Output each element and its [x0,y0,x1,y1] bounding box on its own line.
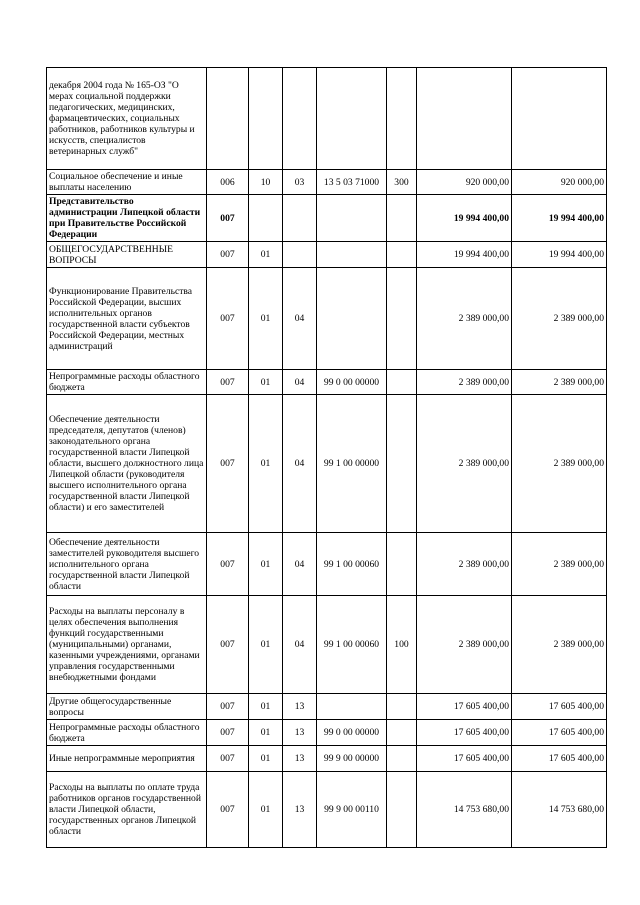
cell-section: 01 [249,694,283,720]
cell-sum-1: 2 389 000,00 [417,370,512,395]
cell-sum-2: 2 389 000,00 [512,395,607,533]
table-row [47,242,607,268]
cell-subsection: 13 [283,694,317,720]
cell-sum-2: 2 389 000,00 [512,596,607,694]
cell-name: Представительство администрации Липецкой области при Правительстве Российской Федерации [47,195,207,242]
cell-subsection: 04 [283,268,317,370]
table-row [47,772,607,848]
cell-expense-type [387,395,417,533]
cell-sum-1: 920 000,00 [417,170,512,195]
table-body [47,68,607,848]
cell-ved: 007 [207,772,249,848]
cell-ved: 007 [207,370,249,395]
cell-ved: 007 [207,694,249,720]
cell-sum-1 [417,68,512,170]
cell-ved [207,68,249,170]
cell-name: Непрограммные расходы областного бюджета [47,370,207,395]
cell-sum-2: 2 389 000,00 [512,268,607,370]
cell-target-article [317,195,387,242]
table-row [47,720,607,746]
cell-target-article [317,694,387,720]
cell-name: Расходы на выплаты персоналу в целях обеспечения выполнения функций государственными (муниципальными) органами, казенными учреждениями, органами управления государственными внебюджетными фондами [47,596,207,694]
table-row [47,170,607,195]
cell-name: ОБЩЕГОСУДАРСТВЕННЫЕ ВОПРОСЫ [47,242,207,268]
cell-name: Обеспечение деятельности председателя, депутатов (членов) законодательного органа государственной власти Липецкой области, высшего должностного лица Липецкой области (руководителя высшего исполнительного органа государственной власти Липецкой области) и его заместителей [47,395,207,533]
cell-section: 01 [249,268,283,370]
cell-name: Другие общегосударственные вопросы [47,694,207,720]
table-row [47,533,607,596]
cell-ved: 007 [207,596,249,694]
cell-sum-1: 17 605 400,00 [417,720,512,746]
cell-subsection: 03 [283,170,317,195]
cell-section: 10 [249,170,283,195]
cell-section: 01 [249,596,283,694]
table-row [47,694,607,720]
cell-sum-2 [512,68,607,170]
cell-name: Расходы на выплаты по оплате труда работников органов государственной власти Липецкой области, государственных органов Липецкой области [47,772,207,848]
cell-expense-type [387,195,417,242]
cell-subsection: 13 [283,772,317,848]
cell-subsection [283,195,317,242]
cell-target-article: 99 9 00 00000 [317,746,387,772]
cell-expense-type [387,694,417,720]
cell-section: 01 [249,746,283,772]
cell-subsection [283,242,317,268]
cell-sum-2: 17 605 400,00 [512,694,607,720]
cell-sum-1: 2 389 000,00 [417,395,512,533]
cell-target-article: 99 0 00 00000 [317,370,387,395]
cell-target-article: 99 1 00 00000 [317,395,387,533]
cell-ved: 007 [207,268,249,370]
cell-target-article [317,68,387,170]
cell-expense-type: 100 [387,596,417,694]
cell-sum-2: 19 994 400,00 [512,242,607,268]
cell-section [249,68,283,170]
cell-sum-2: 19 994 400,00 [512,195,607,242]
cell-ved: 006 [207,170,249,195]
cell-ved: 007 [207,746,249,772]
cell-target-article [317,268,387,370]
cell-ved: 007 [207,242,249,268]
table-row [47,746,607,772]
cell-section: 01 [249,720,283,746]
cell-target-article: 99 9 00 00110 [317,772,387,848]
table-row [47,395,607,533]
cell-expense-type: 300 [387,170,417,195]
cell-sum-1: 17 605 400,00 [417,746,512,772]
cell-name: Непрограммные расходы областного бюджета [47,720,207,746]
cell-expense-type [387,772,417,848]
cell-ved: 007 [207,395,249,533]
table-row [47,370,607,395]
cell-target-article: 99 1 00 00060 [317,596,387,694]
cell-name: Функционирование Правительства Российской Федерации, высших исполнительных органов государственной власти субъектов Российской Федерации, местных администраций [47,268,207,370]
cell-name: Обеспечение деятельности заместителей руководителя высшего исполнительного органа государственной власти Липецкой области [47,533,207,596]
cell-target-article: 13 5 03 71000 [317,170,387,195]
table-row [47,268,607,370]
cell-sum-2: 17 605 400,00 [512,720,607,746]
cell-ved: 007 [207,720,249,746]
cell-sum-1: 17 605 400,00 [417,694,512,720]
cell-expense-type [387,720,417,746]
budget-table [46,67,607,848]
cell-expense-type [387,68,417,170]
cell-target-article: 99 0 00 00000 [317,720,387,746]
cell-target-article [317,242,387,268]
cell-subsection [283,68,317,170]
table-row [47,68,607,170]
cell-expense-type [387,533,417,596]
cell-subsection: 04 [283,596,317,694]
cell-sum-1: 14 753 680,00 [417,772,512,848]
cell-section [249,195,283,242]
cell-ved: 007 [207,195,249,242]
cell-sum-1: 2 389 000,00 [417,596,512,694]
cell-name: декабря 2004 года № 165-ОЗ "О мерах социальной поддержки педагогических, медицинских, фармацевтических, социальных работников, работников культуры и искусств, специалистов ветеринарных служб" [47,68,207,170]
cell-sum-2: 2 389 000,00 [512,370,607,395]
cell-sum-1: 2 389 000,00 [417,533,512,596]
cell-section: 01 [249,242,283,268]
cell-section: 01 [249,395,283,533]
cell-sum-1: 19 994 400,00 [417,242,512,268]
cell-sum-2: 17 605 400,00 [512,746,607,772]
cell-expense-type [387,370,417,395]
cell-name: Иные непрограммные мероприятия [47,746,207,772]
cell-section: 01 [249,533,283,596]
cell-subsection: 13 [283,746,317,772]
cell-sum-2: 14 753 680,00 [512,772,607,848]
cell-subsection: 04 [283,395,317,533]
cell-subsection: 04 [283,370,317,395]
table-row [47,596,607,694]
cell-expense-type [387,746,417,772]
cell-section: 01 [249,370,283,395]
cell-ved: 007 [207,533,249,596]
cell-name: Социальное обеспечение и иные выплаты населению [47,170,207,195]
cell-sum-2: 920 000,00 [512,170,607,195]
cell-expense-type [387,242,417,268]
cell-sum-2: 2 389 000,00 [512,533,607,596]
cell-subsection: 13 [283,720,317,746]
cell-sum-1: 19 994 400,00 [417,195,512,242]
cell-sum-1: 2 389 000,00 [417,268,512,370]
cell-expense-type [387,268,417,370]
table-row [47,195,607,242]
cell-section: 01 [249,772,283,848]
cell-target-article: 99 1 00 00060 [317,533,387,596]
cell-subsection: 04 [283,533,317,596]
